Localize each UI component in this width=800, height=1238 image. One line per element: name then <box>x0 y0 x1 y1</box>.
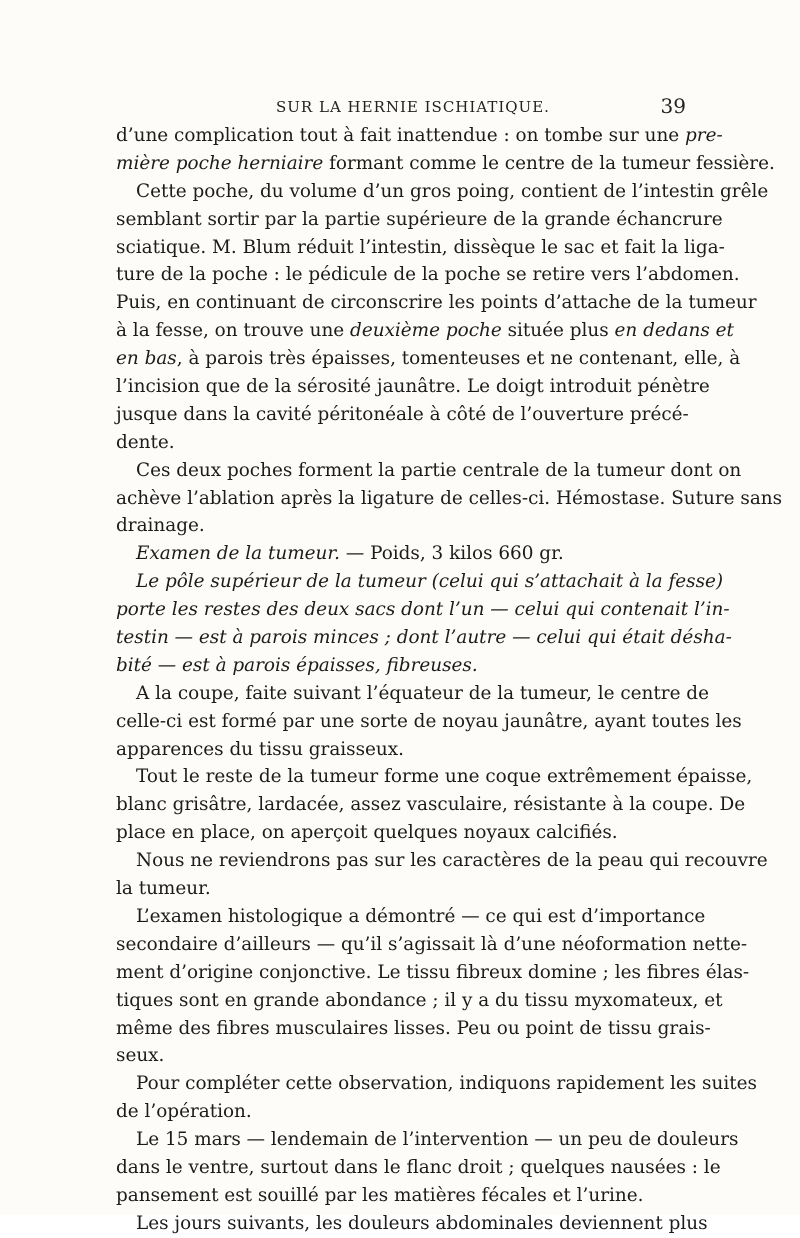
text-line <box>116 401 688 429</box>
text-line <box>116 1210 708 1238</box>
text-segment: tiques sont en grande abondance ; il y a du tissu myxomateux, et <box>116 989 723 1011</box>
text-line <box>116 736 688 764</box>
text-segment: pansement est souillé par les matières fécales et l’urine. <box>116 1184 644 1206</box>
text-segment: — Poids, 3 kilos 660 gr. <box>339 543 564 565</box>
text-line <box>116 624 732 652</box>
text-segment: place en place, on aperçoit quelques noyaux calcifiés. <box>116 822 618 844</box>
text-line <box>116 596 730 624</box>
italic-text-segment: en bas <box>116 348 177 370</box>
text-line <box>116 652 688 680</box>
text-line <box>116 1182 688 1210</box>
text-line <box>116 234 725 262</box>
text-segment: Ces deux poches forment la partie centrale de la tumeur dont on <box>136 459 742 481</box>
text-line <box>116 1126 739 1154</box>
text-segment: achève l’ablation après la ligature de celles-ci. Hémostase. Suture sans <box>116 487 783 509</box>
italic-text-segment: pre- <box>685 125 723 146</box>
text-line <box>116 847 768 875</box>
running-title: SUR LA HERNIE ISCHIATIQUE. <box>276 98 550 116</box>
text-segment: apparences du tissu graisseux. <box>116 738 404 760</box>
text-line <box>116 540 688 568</box>
text-line <box>116 680 709 708</box>
text-line <box>116 178 769 206</box>
text-line <box>116 289 757 317</box>
text-line <box>116 819 688 847</box>
text-segment: Cette poche, du volume d’un gros poing, contient de l’intestin grêle <box>136 180 769 202</box>
text-segment: semblant sortir par la partie supérieure de la grande échancrure <box>116 208 723 230</box>
text-line <box>116 903 706 931</box>
italic-text-segment: en dedans et <box>614 320 734 342</box>
text-segment: dans le ventre, surtout dans le flanc droit ; quelques nausées : le <box>116 1156 721 1178</box>
text-line <box>116 875 688 903</box>
italic-text-segment: Le pôle supérieur de la tumeur (celui qui s’attachait à la fesse) <box>136 571 724 593</box>
text-segment: L’examen histologique a démontré — ce qui est d’importance <box>136 905 706 927</box>
italic-text-segment: porte les restes des deux sacs dont l’un — celui qui contenait l’in- <box>116 599 730 621</box>
text-line <box>116 206 723 234</box>
text-segment: Tout le reste de la tumeur forme une coque extrêmement épaisse, <box>136 766 753 788</box>
text-line <box>116 1070 757 1098</box>
text-line <box>116 317 734 345</box>
italic-text-segment: deuxième poche <box>350 320 502 342</box>
text-line <box>116 708 742 736</box>
text-segment: la tumeur. <box>116 878 211 900</box>
text-line <box>116 568 724 596</box>
text-line <box>116 485 783 513</box>
text-line <box>116 959 750 987</box>
text-line <box>116 1098 688 1126</box>
text-line <box>116 931 748 959</box>
text-segment: Les jours suivants, les douleurs abdominales deviennent plus <box>136 1212 708 1234</box>
text-line <box>116 373 710 401</box>
text-line <box>116 1154 721 1182</box>
text-segment: ment d’origine conjonctive. Le tissu fibreux domine ; les fibres élas- <box>116 961 750 983</box>
text-segment: à la fesse, on trouve une <box>116 320 351 342</box>
text-segment: située plus <box>501 320 615 342</box>
italic-text-segment: testin — est à parois minces ; dont l’autre — celui qui était désha- <box>116 627 732 649</box>
text-segment: , à parois très épaisses, tomenteuses et ne contenant, elle, à <box>176 348 741 370</box>
text-segment: jusque dans la cavité péritonéale à côté de l’ouverture précé- <box>116 403 689 425</box>
italic-text-segment: bité — est à parois épaisses, fibreuses. <box>116 654 478 676</box>
text-segment: de l’opération. <box>116 1101 252 1123</box>
text-segment: sciatique. M. Blum réduit l’intestin, dissèque le sac et fait la liga- <box>116 236 725 258</box>
text-line <box>116 763 753 791</box>
text-line <box>116 987 723 1015</box>
text-segment: même des fibres musculaires lisses. Peu ou point de tissu grais- <box>116 1017 711 1039</box>
italic-text-segment: mière poche herniaire <box>116 152 324 174</box>
body-text <box>116 122 783 1238</box>
italic-text-segment: Examen de la tumeur. <box>136 543 340 565</box>
page-header <box>116 94 686 124</box>
page-number: 39 <box>660 94 686 118</box>
text-line <box>116 1015 711 1043</box>
text-segment: A la coupe, faite suivant l’équateur de la tumeur, le centre de <box>136 682 709 704</box>
text-segment: Nous ne reviendrons pas sur les caractères de la peau qui recouvre <box>136 850 768 872</box>
text-line <box>116 261 740 289</box>
text-segment: l’incision que de la sérosité jaunâtre. Le doigt introduit pénètre <box>116 376 710 398</box>
text-segment: Le 15 mars — lendemain de l’intervention — un peu de douleurs <box>136 1129 739 1151</box>
text-line <box>116 791 746 819</box>
text-segment: blanc grisâtre, lardacée, assez vasculaire, résistante à la coupe. De <box>116 794 746 816</box>
text-line <box>116 122 723 150</box>
text-segment: Pour compléter cette observation, indiquons rapidement les suites <box>136 1073 757 1095</box>
text-segment: formant comme le centre de la tumeur fessière. <box>323 152 775 174</box>
text-line <box>116 345 741 373</box>
text-line <box>116 150 775 178</box>
text-segment: Puis, en continuant de circonscrire les points d’attache de la tumeur <box>116 292 757 314</box>
text-segment: d’une complication tout à fait inattendue : on tombe sur une <box>116 125 686 146</box>
text-segment: ture de la poche : le pédicule de la poche se retire vers l’abdomen. <box>116 264 740 286</box>
text-line <box>116 457 742 485</box>
text-segment: dente. <box>116 431 175 453</box>
text-line <box>116 512 688 540</box>
text-segment: secondaire d’ailleurs — qu’il s’agissait là d’une néoformation nette- <box>116 933 748 955</box>
text-segment: drainage. <box>116 515 205 537</box>
text-segment: celle-ci est formé par une sorte de noyau jaunâtre, ayant toutes les <box>116 710 742 732</box>
text-segment: seux. <box>116 1045 165 1067</box>
text-line <box>116 429 688 457</box>
text-line <box>116 1042 688 1070</box>
